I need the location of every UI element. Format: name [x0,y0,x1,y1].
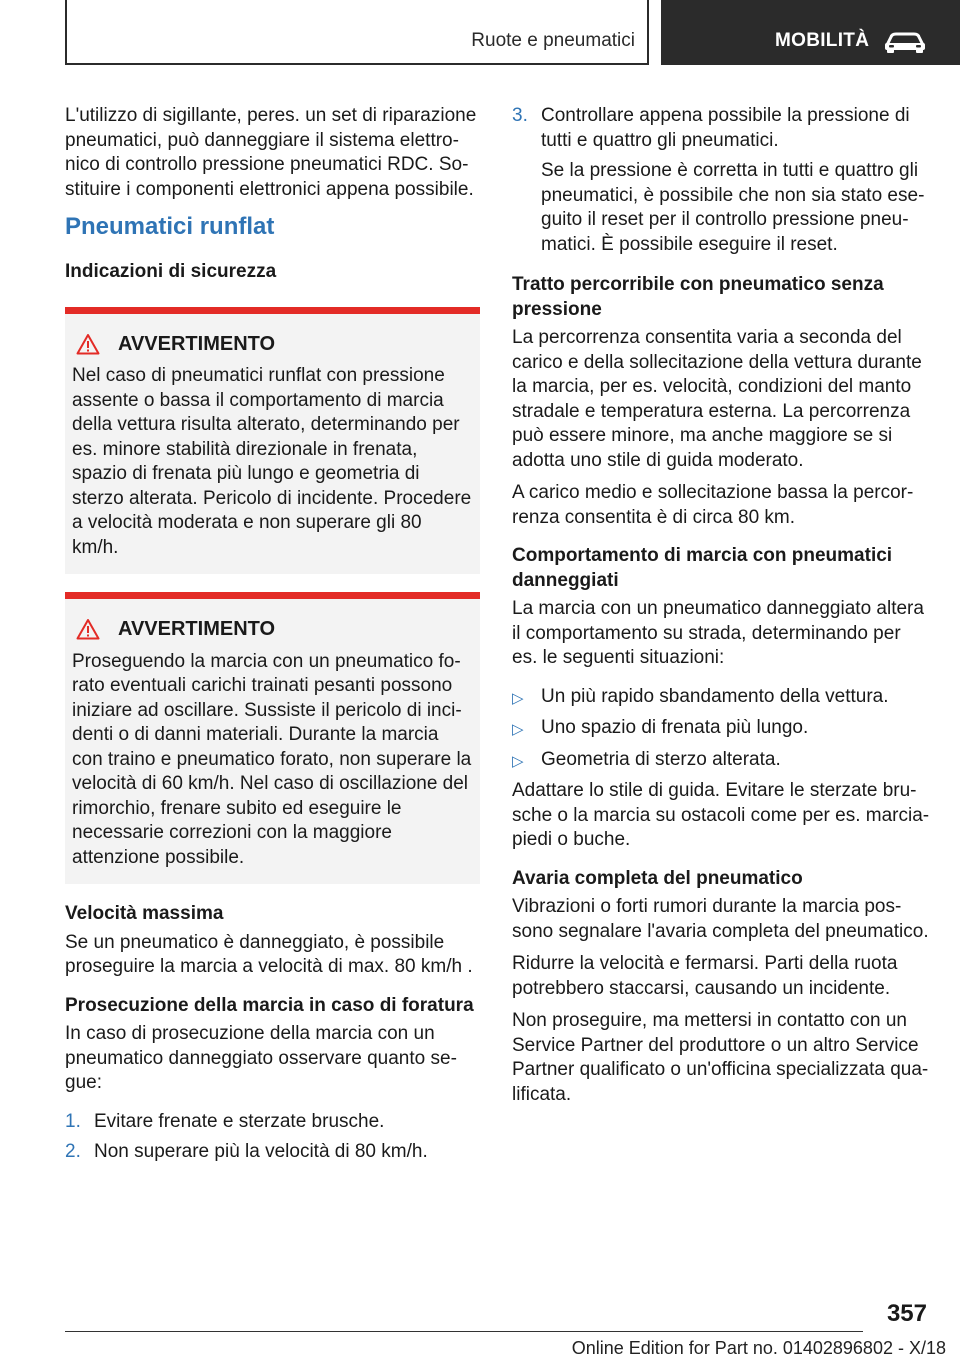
bullet-text: Uno spazio di frenata più lungo. [541,717,809,738]
warning-triangle-icon [76,618,100,640]
range-paragraph-1: La percorrenza consentita varia a seconda del carico e della sollecitazione della vettura durante la marcia, per es. velocità, condizioni del manto stradale e temperatura esterna. La percorrenza può essere minore, ma anche maggiore se si adotta uno stile di guida moderato. [512,327,922,471]
range-paragraph-2: A carico medio e sollecitazione bassa la percorrenza consentita è di circa 80 km. [512,482,914,528]
header-chapter-tab [661,0,960,65]
warning-box-1 [65,307,480,575]
bullet-text: Un più rapido sbandamento della vettura. [541,685,889,707]
header-section-tab [65,0,649,65]
left-column [65,104,480,1171]
behavior-bullets [512,685,930,773]
page-number: 357 [886,1300,927,1327]
triangle-bullet-icon: ▷ [512,752,524,770]
step-number: 1. [65,1110,81,1132]
header-chapter-title: MOBILITÀ [775,30,870,51]
list-item [512,748,930,773]
max-speed-paragraph: Se un pneumatico è danneggiato, è possibile proseguire la marcia a velocità di max. 80 km/h . [65,931,473,977]
step-text: Non superare più la velocità di 80 km/h. [94,1141,428,1162]
warning-title-row [72,617,472,642]
step-number: 2. [65,1141,81,1162]
list-item [512,716,930,741]
car-icon [883,30,927,54]
triangle-bullet-icon: ▷ [512,689,524,707]
step-continuation: Se la pressione è corretta in tutti e quattro gli pneumatici, è possibile che non sia stato eseguito il reset per il controllo pressione pneumatici. È possibile eseguire il reset. [541,160,925,255]
failure-paragraph-1: Vibrazioni o forti rumori durante la marcia possono segnalare l'avaria completa del pneumatico. [512,896,929,942]
list-item [512,685,930,710]
failure-paragraph-3: Non proseguire, ma mettersi in contatto con un Service Partner del produttore o un altro Service Partner qualificato o un'officina specializzata qualificata. [512,1010,929,1105]
right-column [512,104,930,1115]
step-number: 3. [512,105,528,126]
steps-list-continued [512,104,930,257]
list-item [65,1140,480,1165]
warning-title-row [72,332,472,357]
warning-body: Proseguendo la marcia con un pneumatico forato eventuali carichi trainati pesanti possono iniziare ad oscillare. Sussiste il pericolo di incidenti o di danni materiali. Durante la marcia con traino e pneumatico forato, non superare la velocità di 60 km/h. Nel caso di oscillazione del rimorchio, frenare subito ed eseguire le necessarie correzioni con la maggiore attenzione possibile. [72,650,472,868]
heading-driving-behavior: Comportamento di marcia con pneumatici danneggiati [512,545,893,591]
continue-paragraph: In caso di prosecuzione della marcia con un pneumatico danneggiato osservare quanto segue: [65,1023,457,1093]
heading-range-flat: Tratto percorribile con pneumatico senza pressione [512,274,884,320]
intro-paragraph: L'utilizzo di sigillante, peres. un set di riparazione pneumatici, può danneggiare il sistema elettronico di controllo pressione pneumatici RDC. Sostituire i componenti elettronici appena possibile. [65,105,477,200]
warning-title: AVVERTIMENTO [118,618,276,640]
failure-paragraph-2: Ridurre la velocità e fermarsi. Parti della ruota potrebbero staccarsi, causando un incidente. [512,953,898,999]
heading-tire-failure: Avaria completa del pneumatico [512,867,803,889]
step-text: Evitare frenate e sterzate brusche. [94,1110,385,1132]
warning-box-2 [65,592,480,884]
warning-triangle-icon [76,333,100,355]
heading-max-speed: Velocità massima [65,903,224,924]
behavior-paragraph: La marcia con un pneumatico danneggiato altera il comportamento su strada, determinando per es. le seguenti situazioni: [512,598,924,668]
adapt-paragraph: Adattare lo stile di guida. Evitare le sterzate brusche o la marcia su ostacoli come per es. marciapiedi o buche. [512,780,930,850]
steps-list [65,1110,480,1165]
warning-title: AVVERTIMENTO [118,332,276,355]
step-text: Controllare appena possibile la pressione di tutti e quattro gli pneumatici. [541,105,910,151]
list-item [65,1110,480,1135]
footer-divider [65,1331,863,1332]
heading-safety: Indicazioni di sicurezza [65,261,277,282]
warning-body: Nel caso di pneumatici runflat con pressione assente o bassa il comportamento di marcia della vettura risulta alterato, determinando per es. minore stabilità direzionale in frenata, spazio di frenata più lungo e geometria di sterzo alterata. Pericolo di incidente. Procedere a velocità moderata e non superare gli 80 km/h. [72,365,472,558]
heading-runflat: Pneumatici runflat [65,213,275,240]
header-section-title: Ruote e pneumatici [471,30,635,51]
heading-continue-puncture: Prosecuzione della marcia in caso di foratura [65,994,474,1016]
list-item [512,104,930,257]
bullet-text: Geometria di sterzo alterata. [541,748,781,770]
footer-edition: Online Edition for Part no. 01402896802 - X/18 [571,1338,946,1358]
triangle-bullet-icon: ▷ [512,721,524,738]
